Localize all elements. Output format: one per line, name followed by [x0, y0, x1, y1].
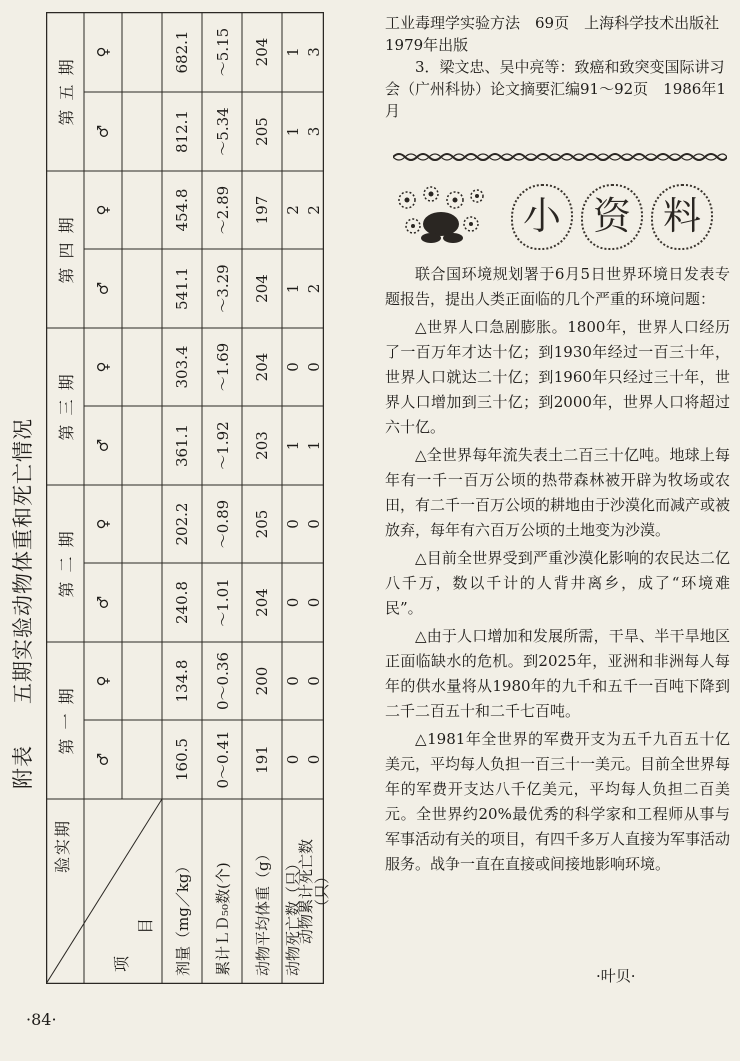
table-cell: ～1.69 [213, 342, 232, 392]
appendix-table [6, 12, 331, 984]
table-cell: 0 [304, 597, 323, 608]
table-cell: 1 [283, 47, 302, 57]
sex-female-header: ♀ [94, 518, 112, 530]
table-cell: ～5.15 [213, 27, 232, 77]
table-cell: 0～0.36 [213, 652, 232, 710]
table-cell: 204 [253, 274, 271, 303]
sex-male-header: ♂ [94, 752, 112, 767]
table-cell: 0～0.41 [213, 730, 232, 789]
article-paragraph: 联合国环境规划署于6月5日世界环境日发表专题报告，提出人类正面临的几个严重的环境问题： [385, 265, 730, 308]
references [385, 12, 737, 122]
row-label-line2: （只） [312, 869, 331, 915]
table-caption: 五期实验动物体重和死亡情况 [11, 418, 35, 704]
table-cell: 240.8 [173, 581, 191, 624]
table-cell: 0 [283, 597, 302, 608]
flower-ornament-icon [393, 184, 489, 248]
table-cell: 1 [283, 283, 302, 294]
table-cell: 454.8 [173, 188, 191, 232]
table-cell: 197 [253, 195, 271, 225]
table-cell: 202.2 [173, 502, 191, 546]
table-cell: 3 [304, 47, 323, 57]
table-cell: 134.8 [173, 659, 191, 703]
appendix-table-area [6, 12, 331, 984]
article-paragraph: △1981年全世界的军费开支为五千九百五十亿美元，平均每人负担一百三十一美元。目前全世界每年的军费开支达八千亿美元，平均每人负担二百美元。全世界约20%最优秀的科学家和工程师从事与军事活动有关的项目，有四千多万人直接为军事活动服务。战争一直在直接或间接地影响环境。 [385, 730, 731, 873]
article-paragraph: △目前全世界受到严重沙漠化影响的农民达二亿八千万，数以千计的人背井离乡，成了“环境难民”。 [385, 549, 730, 617]
article-body [385, 262, 730, 880]
article-paragraph: △由于人口增加和发展所需，干旱、半干旱地区正面临缺水的危机。到2025年，亚洲和非洲每人每年的供水量将从1980年的九千和五千一百吨下降到二千二百五十和二千七百吨。 [385, 627, 730, 720]
table-cell: 303.4 [173, 345, 191, 389]
table-cell: 0 [304, 754, 323, 765]
author-signature: ·叶贝· [596, 967, 636, 985]
row-label-line1: 动物累计死亡数 [296, 839, 315, 945]
sex-female-header: ♀ [94, 46, 112, 58]
row-label-deaths: 动物死亡数（只） [284, 855, 302, 976]
table-cell: 203 [253, 431, 271, 460]
header-item-label-2: 目 [135, 916, 155, 935]
period-5-header: 第 五 期 [56, 57, 76, 126]
table-cell: 0 [304, 519, 323, 529]
column-banner [385, 178, 733, 254]
table-cell: 0 [283, 676, 302, 686]
table-cell: 0 [283, 754, 302, 765]
reference-line: 工业毒理学实验方法 69页 上海科学技术出版社1979年出版 [385, 14, 720, 54]
table-cell: 541.1 [173, 267, 191, 310]
table-cell: 205 [253, 509, 271, 539]
table-cell: 2 [283, 205, 302, 215]
table-cell: 0 [304, 362, 323, 372]
row-label-dose: 剂量（mg／kg） [173, 858, 192, 976]
sex-female-header: ♀ [94, 361, 112, 373]
table-cell: ～1.01 [213, 578, 232, 627]
sex-male-header: ♂ [94, 438, 112, 453]
page-number: ·84· [26, 1010, 57, 1029]
table-cell: 204 [253, 352, 271, 382]
decorative-divider [393, 150, 727, 164]
table-cell: 3 [304, 126, 323, 137]
table-cell: 160.5 [173, 738, 191, 781]
table-cell: 361.1 [173, 424, 191, 467]
period-2-header: 第 二 期 [56, 529, 76, 598]
table-title [6, 12, 40, 984]
table-cell: 682.1 [173, 30, 191, 74]
reference-item-3: 3．梁文忠、吴中亮等：致癌和致突变国际讲习会（广州科协）论文摘要汇编91～92页 1986年1月 [385, 58, 726, 120]
table-cell: 205 [253, 117, 271, 146]
table-cell: 2 [304, 205, 323, 215]
table-cell: ～5.34 [213, 107, 232, 156]
banner-char-material: 料 [651, 184, 713, 250]
table-cell: 204 [253, 588, 271, 617]
article-paragraph: △全世界每年流失表土二百三十亿吨。地球上每年有一千一百万公顷的热带森林被开辟为牧场或农田，有二千一百万公顷的耕地由于沙漠化而减产或被放弃，每年有六百万公顷的土地变为沙漠。 [385, 446, 731, 539]
table-cell: 812.1 [173, 110, 191, 153]
sex-male-header: ♂ [94, 124, 112, 139]
table-cell: 0 [304, 676, 323, 686]
header-item-label: 项 [111, 954, 131, 973]
period-3-header: 第 三 期 [56, 372, 76, 441]
table-cell: 1 [283, 126, 302, 137]
table-cell: 2 [304, 283, 323, 294]
period-4-header: 第 四 期 [56, 215, 76, 284]
period-1-header: 第 一 期 [56, 686, 76, 755]
table-cell: ～0.89 [213, 499, 232, 549]
banner-char-resource: 资 [581, 184, 643, 250]
table-cell: 0 [283, 519, 302, 529]
table-grid [46, 12, 331, 984]
table-cell: ～2.89 [213, 185, 232, 235]
table-prefix: 附表 [11, 745, 35, 789]
sex-female-header: ♀ [94, 675, 112, 687]
table-cell: ～1.92 [213, 421, 232, 470]
header-group-label: 验实期 [52, 819, 72, 874]
article-paragraph: △世界人口急剧膨胀。1800年，世界人口经历了一百万年才达十亿；到1930年经过一百三十年，世界人口就达二十亿；到1960年只经过三十年，世界人口增加到三十亿；到2000年，世界人口将超过六十亿。 [385, 318, 730, 436]
sex-male-header: ♂ [94, 281, 112, 296]
table-cell: ～3.29 [213, 264, 232, 313]
table-cell: 191 [253, 745, 271, 774]
row-label-ld50: 累计ＬＤ₅₀数(个) [213, 862, 232, 976]
table-cell: 1 [283, 440, 302, 451]
sex-female-header: ♀ [94, 204, 112, 216]
row-label-weight: 动物平均体重（g） [253, 846, 272, 976]
table-cell: 204 [253, 37, 271, 67]
banner-char-small: 小 [511, 184, 573, 250]
sex-male-header: ♂ [94, 595, 112, 610]
table-cell: 0 [283, 362, 302, 372]
row-label-cumulative-deaths [296, 799, 331, 984]
table-cell: 1 [304, 440, 323, 451]
table-cell: 200 [253, 666, 271, 696]
